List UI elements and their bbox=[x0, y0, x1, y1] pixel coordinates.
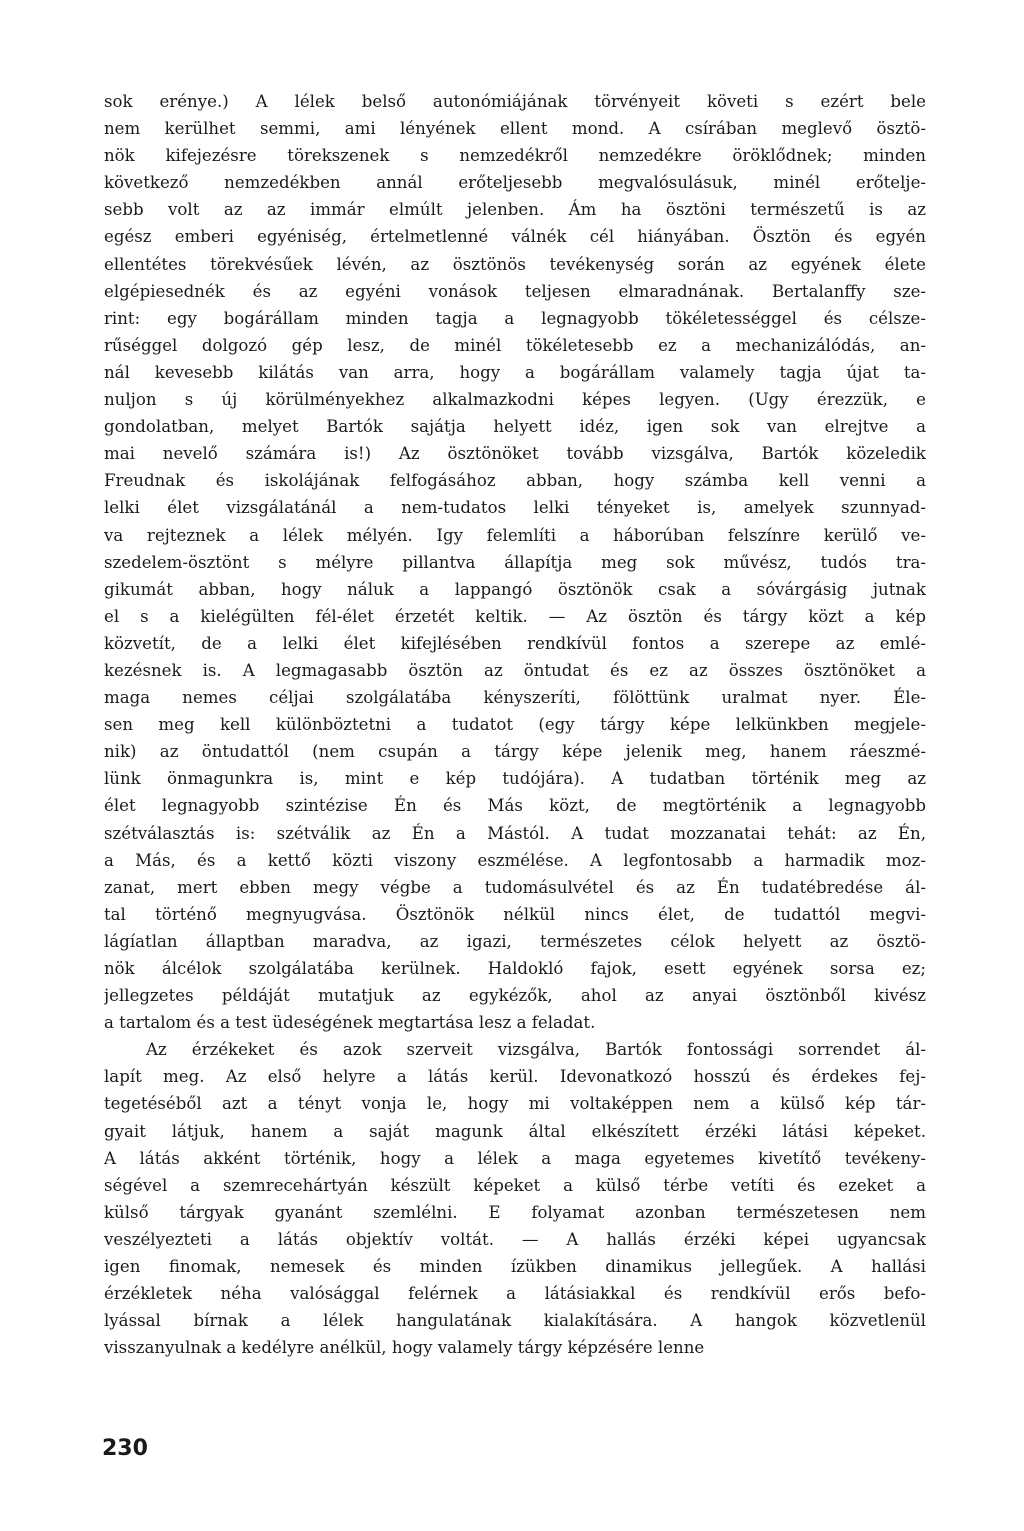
text-line: gikumát abban, hogy náluk a lappangó ösztönök csak a sóvárgásig jutnak bbox=[104, 579, 926, 599]
text-line: egész emberi egyéniség, értelmetlenné válnék cél hiányában. Ösztön és egyén bbox=[104, 227, 926, 247]
text-line: rűséggel dolgozó gép lesz, de minél tökéletesebb ez a mechanizálódás, an- bbox=[104, 335, 926, 355]
text-line: nem kerülhet semmi, ami lényének ellent mond. A csírában meglevő ösztö- bbox=[104, 119, 926, 139]
text-line: ségével a szemrecehártyán készült képeket a külső térbe vetíti és ezeket a bbox=[104, 1175, 926, 1195]
text-line: közvetít, de a lelki élet kifejlésében rendkívül fontos a szerepe az emlé- bbox=[104, 633, 926, 653]
text-line: sok erénye.) A lélek belső autonómiájának törvényeit követi s ezért bele bbox=[104, 92, 926, 111]
text-line: nök kifejezésre törekszenek s nemzedékről nemzedékre öröklődnek; minden bbox=[104, 146, 926, 166]
text-line: jellegzetes példáját mutatjuk az egykézők, ahol az anyai ösztönből kivész bbox=[104, 986, 926, 1006]
text-line: Az érzékeket és azok szerveit vizsgálva, Bartók fontossági sorrendet ál- bbox=[146, 1040, 926, 1060]
text-line: va rejteznek a lélek mélyén. Igy felemlíti a háborúban felszínre kerülő ve- bbox=[104, 525, 926, 545]
text-line: rint: egy bogárállam minden tagja a legnagyobb tökéletességgel és célsze- bbox=[104, 308, 926, 328]
text-line: lelki élet vizsgálatánál a nem-tudatos lelki tényeket is, amelyek szunnyad- bbox=[104, 498, 926, 518]
text-line: zanat, mert ebben megy végbe a tudomásulvétel és az Én tudatébredése ál- bbox=[104, 877, 926, 897]
text-line: mai nevelő számára is!) Az ösztönöket tovább vizsgálva, Bartók közeledik bbox=[104, 444, 926, 464]
text-line: külső tárgyak gyanánt szemlélni. E folyamat azonban természetesen nem bbox=[104, 1202, 926, 1222]
text-line: tegetéséből azt a tényt vonja le, hogy mi voltaképpen nem a külső kép tár- bbox=[104, 1094, 926, 1114]
body-text bbox=[104, 88, 926, 1361]
page-number: 230 bbox=[102, 1436, 148, 1461]
text-line: élet legnagyobb szintézise Én és Más közt, de megtörténik a legnagyobb bbox=[104, 796, 926, 816]
text-line: lyással bírnak a lélek hangulatának kialakítására. A hangok közvetlenül bbox=[104, 1311, 926, 1331]
text-line: tal történő megnyugvása. Ösztönök nélkül nincs élet, de tudattól megvi- bbox=[104, 904, 926, 924]
text-line: elgépiesednék és az egyéni vonások teljesen elmaradnának. Bertalanffy sze- bbox=[104, 281, 926, 301]
text-line: veszélyezteti a látás objektív voltát. — A hallás érzéki képei ugyancsak bbox=[104, 1229, 926, 1249]
text-line: szétválasztás is: szétválik az Én a Mástól. A tudat mozzanatai tehát: az Én, bbox=[104, 823, 926, 843]
text-line: következő nemzedékben annál erőteljesebb megvalósulásuk, minél erőtelje- bbox=[104, 173, 926, 193]
text-line: sebb volt az az immár elmúlt jelenben. Ám ha ösztöni természetű is az bbox=[104, 200, 926, 220]
text-line: érzékletek néha valósággal felérnek a látásiakkal és rendkívül erős befo- bbox=[104, 1284, 926, 1304]
text-line: nik) az öntudattól (nem csupán a tárgy képe jelenik meg, hanem ráeszmé- bbox=[104, 742, 926, 762]
text-line: nök álcélok szolgálatába kerülnek. Haldokló fajok, esett egyének sorsa ez; bbox=[104, 959, 926, 978]
text-line: kezésnek is. A legmagasabb ösztön az öntudat és ez az összes ösztönöket a bbox=[104, 660, 926, 680]
text-line: sen meg kell különböztetni a tudatot (egy tárgy képe lelkünkben megjele- bbox=[104, 715, 926, 735]
text-line: lünk önmagunkra is, mint e kép tudójára). A tudatban történik meg az bbox=[104, 769, 926, 789]
text-line: nál kevesebb kilátás van arra, hogy a bogárállam valamely tagja újat ta- bbox=[104, 362, 926, 382]
text-line: ellentétes törekvésűek lévén, az ösztönös tevékenység során az egyének élete bbox=[104, 254, 926, 274]
text-line: el s a kielégülten fél-élet érzetét keltik. — Az ösztön és tárgy közt a kép bbox=[104, 606, 926, 626]
text-line: maga nemes céljai szolgálatába kényszeríti, fölöttünk uralmat nyer. Éle- bbox=[104, 688, 926, 708]
text-line: Freudnak és iskolájának felfogásához abban, hogy számba kell venni a bbox=[104, 471, 926, 491]
text-line: A látás akként történik, hogy a lélek a maga egyetemes kivetítő tevékeny- bbox=[104, 1148, 926, 1168]
text-line: a Más, és a kettő közti viszony eszmélése. A legfontosabb a harmadik moz- bbox=[104, 850, 926, 870]
text-line: visszanyulnak a kedélyre anélkül, hogy valamely tárgy képzésére lenne bbox=[104, 1338, 705, 1358]
text-line: lapít meg. Az első helyre a látás kerül. Idevonatkozó hosszú és érdekes fej- bbox=[104, 1067, 926, 1087]
text-line: gondolatban, melyet Bartók sajátja helyett idéz, igen sok van elrejtve a bbox=[104, 417, 926, 437]
text-line: lágíatlan állaptban maradva, az igazi, természetes célok helyett az ösztö- bbox=[104, 931, 926, 951]
text-line: a tartalom és a test üdeségének megtartása lesz a feladat. bbox=[104, 1013, 596, 1033]
text-line: igen finomak, nemesek és minden ízükben dinamikus jellegűek. A hallási bbox=[104, 1257, 926, 1277]
text-line: szedelem-ösztönt s mélyre pillantva állapítja meg sok művész, tudós tra- bbox=[104, 552, 926, 572]
text-line: gyait látjuk, hanem a saját magunk által elkészített érzéki látási képeket. bbox=[104, 1121, 926, 1141]
text-line: nuljon s új körülményekhez alkalmazkodni képes legyen. (Ugy érezzük, e bbox=[104, 390, 926, 410]
